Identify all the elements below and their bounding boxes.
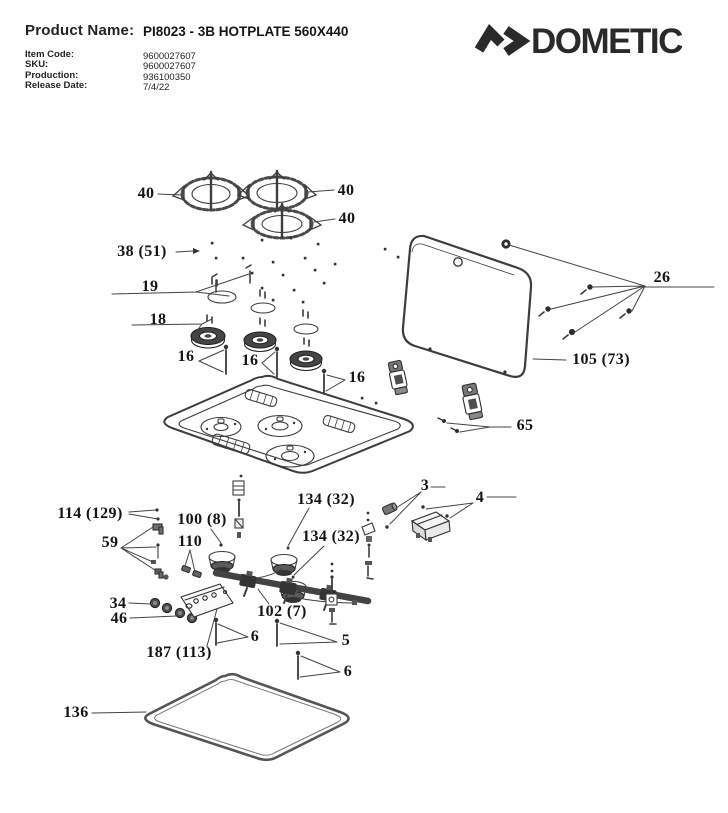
part-label-134-2: 134 (32) xyxy=(302,528,360,545)
mounting-plate xyxy=(181,584,233,617)
part-label-110: 110 xyxy=(177,533,203,550)
part-label-40-right-2: 40 xyxy=(338,210,356,227)
part-label-5: 5 xyxy=(341,632,351,649)
part-label-40-right-1: 40 xyxy=(337,182,355,199)
leader-lines xyxy=(92,190,714,713)
burner-rings xyxy=(208,291,318,334)
part-label-105: 105 (73) xyxy=(572,351,630,368)
part-label-65: 65 xyxy=(516,417,534,434)
sku-value: 9600027607 xyxy=(143,61,196,73)
part-label-187: 187 (113) xyxy=(146,644,212,661)
igniter-pins xyxy=(212,265,251,292)
glass-lid xyxy=(403,236,531,377)
dometic-wordmark: DOMETIC xyxy=(531,22,682,61)
production-value: 936100350 xyxy=(143,71,191,83)
item-code-label: Item Code: xyxy=(25,49,75,60)
part-label-114: 114 (129) xyxy=(57,505,123,522)
part-3-hardware xyxy=(382,502,398,529)
part-label-100: 100 (8) xyxy=(177,511,227,528)
product-name-label: Product Name: xyxy=(25,22,135,39)
part-label-136: 136 xyxy=(63,704,89,721)
release-date-value: 7/4/22 xyxy=(143,82,170,94)
part-label-16-3: 16 xyxy=(348,369,366,386)
sku-label: SKU: xyxy=(25,59,49,71)
part-label-26: 26 xyxy=(653,269,671,286)
part-label-6-2: 6 xyxy=(343,663,353,680)
part-label-4: 4 xyxy=(475,489,485,506)
part-label-34: 34 xyxy=(109,595,127,612)
scattered-screws xyxy=(211,237,400,405)
part-label-59: 59 xyxy=(101,534,119,551)
item-code-value: 9600027607 xyxy=(143,51,196,62)
part-label-102: 102 (7) xyxy=(257,603,307,620)
part-label-18: 18 xyxy=(149,311,167,328)
part-label-16-1: 16 xyxy=(177,348,195,365)
burner-grates xyxy=(173,171,321,238)
part-label-16-2: 16 xyxy=(241,352,259,369)
part-label-46: 46 xyxy=(110,610,128,627)
part-label-134-1: 134 (32) xyxy=(297,491,355,508)
product-name-value: PI8023 - 3B HOTPLATE 560X440 xyxy=(143,24,349,39)
part-label-38: 38 (51) xyxy=(117,243,167,260)
lid-hinges xyxy=(387,360,483,433)
part-label-40-left: 40 xyxy=(137,185,155,202)
injectors xyxy=(181,565,201,577)
part-label-19: 19 xyxy=(141,278,159,295)
seal-gasket xyxy=(145,674,348,760)
part-label-6-1: 6 xyxy=(250,628,260,645)
release-date-label: Release Date: xyxy=(25,80,88,92)
production-label: Production: xyxy=(25,69,79,81)
mounting-pins xyxy=(214,618,300,679)
main-tray xyxy=(164,376,413,473)
part-label-3: 3 xyxy=(420,477,430,494)
spark-generator-box xyxy=(412,505,450,542)
